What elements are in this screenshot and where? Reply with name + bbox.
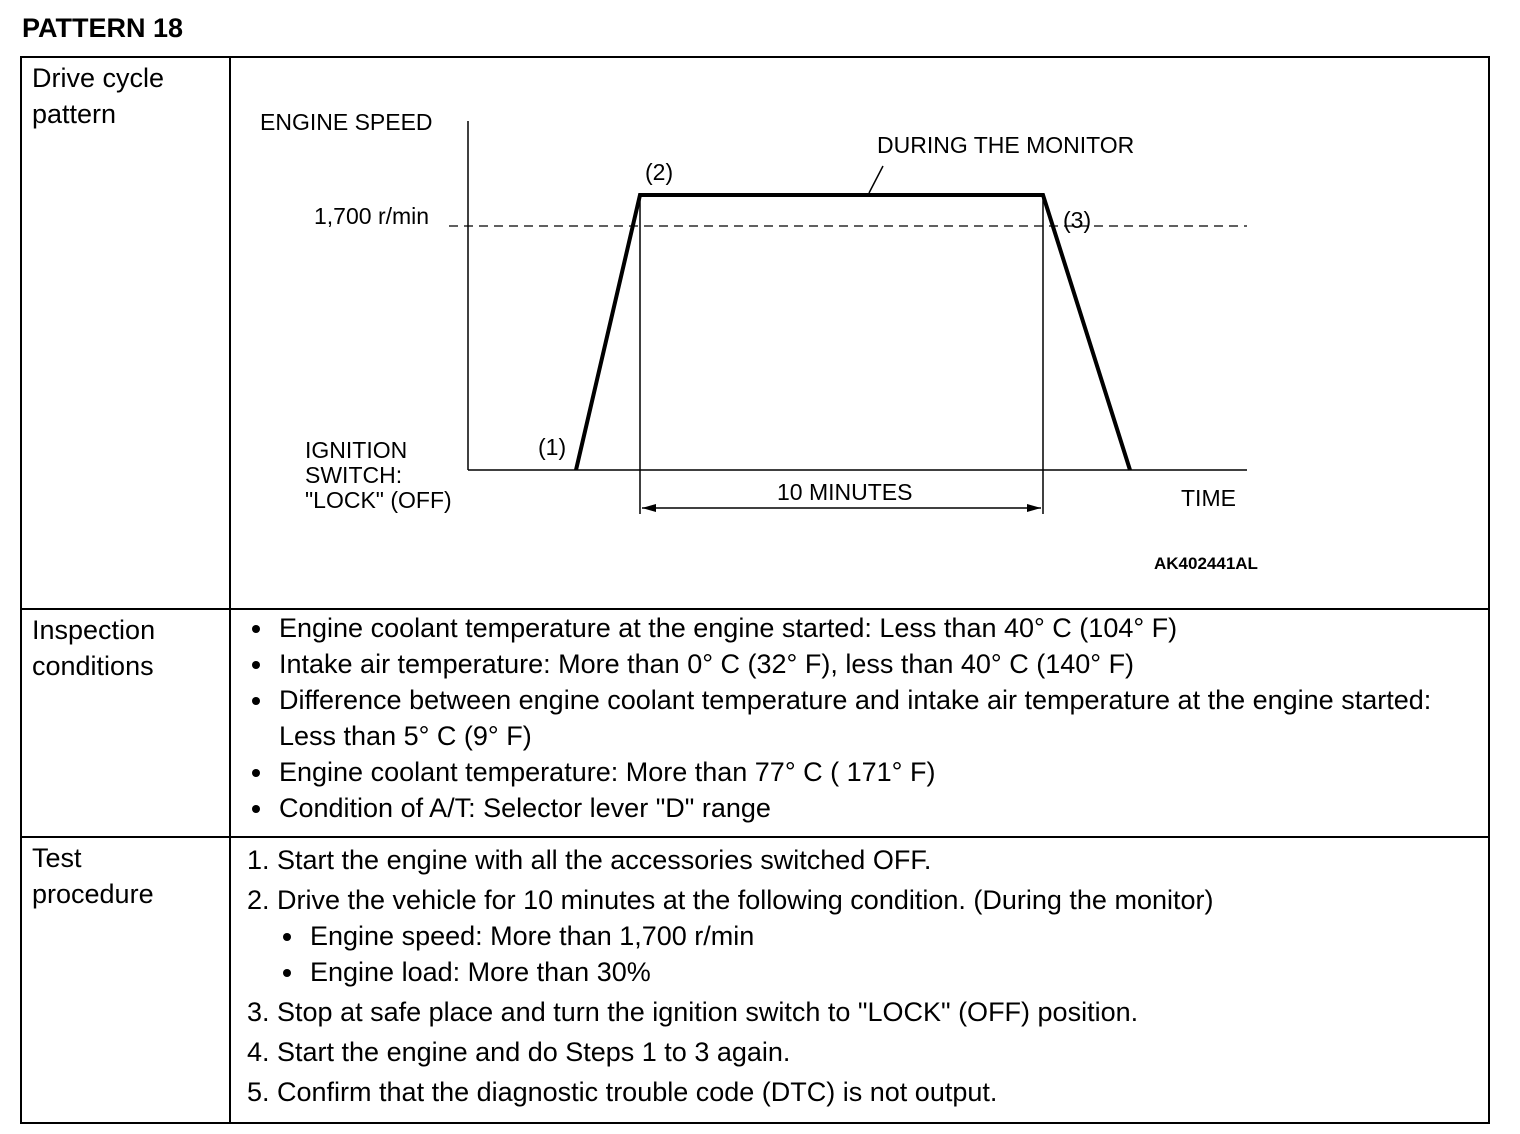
bullet-icon [252, 661, 260, 669]
engine-speed-chart [231, 58, 1491, 608]
inspection-conditions-list [231, 610, 1488, 826]
monitor-leader-line [869, 166, 883, 193]
bullet-icon [252, 625, 260, 633]
engine-speed-profile [576, 195, 1130, 470]
figure-code: AK402441AL [1154, 554, 1258, 573]
list-item [247, 682, 1488, 754]
drive-cycle-label: Drive cycle pattern [32, 63, 165, 129]
test-label-cell [21, 837, 230, 1123]
sub-condition-text: Engine load: More than 30% [310, 957, 651, 987]
list-item [247, 610, 1488, 646]
condition-text: Engine coolant temperature at the engine started: Less than 40° C (104° F) [279, 613, 1178, 643]
duration-label: 10 MINUTES [777, 479, 913, 505]
inspection-label-cell [21, 609, 230, 837]
test-content-cell [230, 837, 1489, 1123]
step-2-conditions [247, 918, 1488, 990]
baseline-label-line-3: "LOCK" (OFF) [305, 487, 452, 513]
inspection-label: Inspection conditions [32, 615, 156, 681]
bullet-icon [283, 969, 291, 977]
drive-cycle-table [20, 56, 1490, 1124]
condition-text: Intake air temperature: More than 0° C (32° F), less than 40° C (140° F) [279, 649, 1135, 679]
step-5: 5. Confirm that the diagnostic trouble code (DTC) is not output. [247, 1077, 998, 1107]
list-item [278, 918, 1488, 954]
test-procedure-list [231, 838, 1488, 1110]
bullet-icon [252, 769, 260, 777]
reference-level-label: 1,700 r/min [314, 203, 430, 229]
list-item [247, 754, 1488, 790]
condition-text: Engine coolant temperature: More than 77° C ( 171° F) [279, 757, 936, 787]
baseline-label-line-1: IGNITION [305, 437, 408, 463]
bullet-icon [252, 805, 260, 813]
drive-cycle-label-cell [21, 57, 230, 609]
inspection-row [21, 609, 1489, 837]
x-axis-label: TIME [1181, 485, 1236, 511]
baseline-label-line-2: SWITCH: [305, 462, 403, 488]
point-label-2: (2) [645, 159, 674, 185]
point-label-1: (1) [538, 434, 567, 460]
drive-cycle-chart-cell [230, 57, 1489, 609]
list-item [247, 646, 1488, 682]
pattern-title: PATTERN 18 [22, 13, 184, 43]
test-label: Test procedure [32, 843, 154, 909]
engine-speed-chart-svg [231, 58, 1491, 606]
list-item [247, 790, 1488, 826]
y-axis-label: ENGINE SPEED [260, 109, 433, 135]
point-label-3: (3) [1063, 207, 1092, 233]
bullet-icon [252, 697, 260, 705]
condition-text: Difference between engine coolant temperature and intake air temperature at the engine started: Less than 5° C (9° F) [279, 685, 1432, 751]
step-2-text: 2. Drive the vehicle for 10 minutes at the following condition. (During the monitor) [247, 885, 1214, 915]
test-procedure-row [21, 837, 1489, 1123]
step-4: 4. Start the engine and do Steps 1 to 3 again. [247, 1037, 791, 1067]
bullet-icon [283, 933, 291, 941]
step-1: 1. Start the engine with all the accessories switched OFF. [247, 845, 932, 875]
step-3: 3. Stop at safe place and turn the ignition switch to "LOCK" (OFF) position. [247, 997, 1139, 1027]
condition-text: Condition of A/T: Selector lever "D" range [279, 793, 771, 823]
drive-cycle-row [21, 57, 1489, 609]
step-2 [247, 882, 1488, 990]
sub-condition-text: Engine speed: More than 1,700 r/min [310, 921, 755, 951]
monitor-annotation: DURING THE MONITOR [877, 132, 1135, 158]
list-item [278, 954, 1488, 990]
inspection-content-cell [230, 609, 1489, 837]
